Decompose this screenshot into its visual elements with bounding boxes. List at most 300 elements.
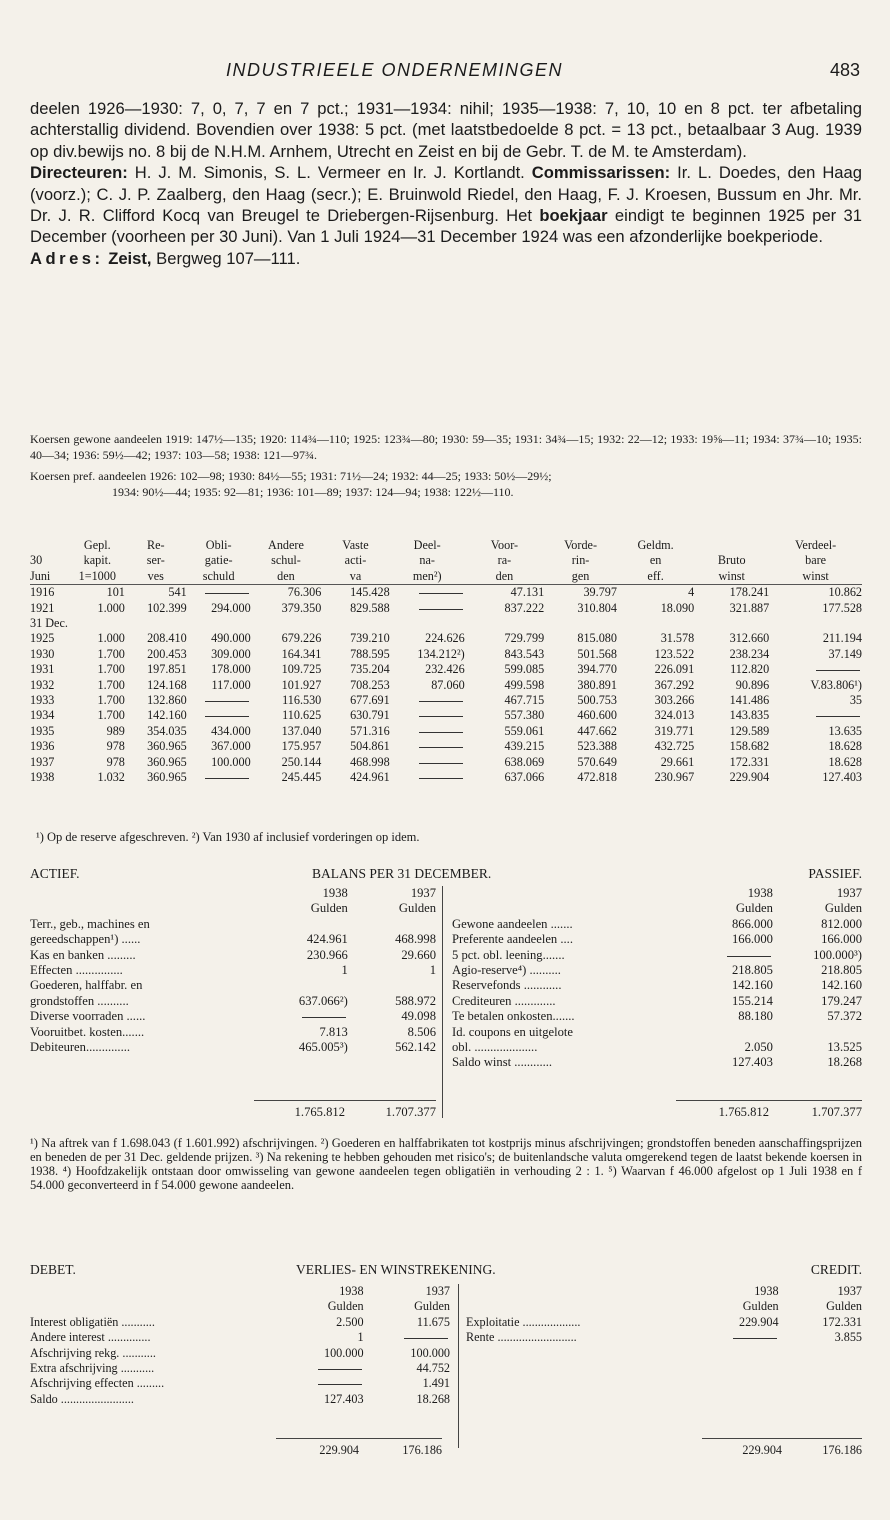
passiva-value-1938: 218.805 <box>732 963 773 978</box>
passiva-label: Id. coupons en uitgelote <box>452 1024 574 1039</box>
boekjaar-label: boekjaar <box>539 206 608 226</box>
passiva-value-1938 <box>684 1025 773 1040</box>
dividend-paragraph <box>30 98 862 162</box>
table-cell <box>390 770 465 785</box>
pnl-divider <box>458 1284 459 1448</box>
passiva-label: Crediteuren ............. <box>452 993 556 1008</box>
debet-total-1938: 229.904 <box>276 1439 359 1459</box>
adres-label: Adres: <box>30 248 104 268</box>
credit-row <box>466 1315 862 1330</box>
passiva-value-1937: 13.525 <box>827 1040 862 1055</box>
address-line <box>30 248 862 269</box>
table-cell: 424.961 <box>350 770 390 785</box>
debet-row <box>30 1392 450 1407</box>
table-cell: 504.861 <box>350 739 390 754</box>
table-cell: 468.998 <box>350 754 390 769</box>
dash-mark <box>302 1017 346 1018</box>
table-cell: 472.818 <box>577 770 617 785</box>
actief-label: ACTIEF. <box>30 866 80 881</box>
activa-value-1938: 424.961 <box>306 932 348 947</box>
table-cell: 10.862 <box>828 585 862 600</box>
activa-row <box>30 978 436 993</box>
table-cell: 101.927 <box>281 677 322 692</box>
passiva-value-1937: 18.268 <box>827 1055 862 1070</box>
column-header: schuld <box>187 569 251 585</box>
financial-history-table <box>30 538 862 786</box>
column-header: den <box>251 569 322 585</box>
table-cell: 735.204 <box>350 662 390 677</box>
credit-year-1938: 1938 <box>754 1284 779 1298</box>
column-header <box>30 538 70 553</box>
column-header: Juni <box>30 569 70 585</box>
column-header <box>694 538 769 553</box>
table-cell <box>694 616 769 631</box>
table-cell: 989 <box>106 723 125 738</box>
table-cell: 500.753 <box>577 693 617 708</box>
table-cell: 1.000 <box>97 631 125 646</box>
table-cell: 18.628 <box>828 754 862 769</box>
credit-total-1938: 229.904 <box>702 1439 782 1459</box>
header-row <box>30 538 862 553</box>
adres-city: Zeist, <box>108 248 152 268</box>
table-cell: 132.860 <box>147 693 187 708</box>
activa-total-1937: 1.707.377 <box>345 1101 436 1121</box>
passiva-row <box>452 932 862 947</box>
koersen-gewone: Koersen gewone aandeelen 1919: 147½—135; 1920: 114¾—110; 1925: 123¾—80; 1930: 59—35; 1931: 34¾—15; 1932: 22—12; 1933: 19⅝—11; 1934: 37¾—10; 1935: 40—34; 1936: 59½—42; 1937: 103—58; 1938: 121—97¾. <box>30 432 862 462</box>
table-row <box>30 724 862 739</box>
table-cell: 35 <box>849 693 862 708</box>
column-header: Bruto <box>717 553 746 568</box>
table-row <box>30 585 862 601</box>
table-cell: 197.851 <box>147 662 187 677</box>
table-cell <box>465 616 544 631</box>
debet-year-1938: 1938 <box>339 1284 364 1298</box>
header-row <box>30 553 862 568</box>
table-cell: 100.000 <box>211 754 251 769</box>
passiva-value-1938: 127.403 <box>732 1055 773 1070</box>
debet-value-1938: 127.403 <box>323 1391 364 1406</box>
dash-mark <box>816 670 860 671</box>
table-row <box>30 708 862 723</box>
activa-label: Terr., geb., machines en <box>30 916 150 931</box>
table-cell: 172.331 <box>729 754 770 769</box>
column-header: kapit. <box>83 553 112 568</box>
table-cell: 1.700 <box>97 693 125 708</box>
table-cell: 309.000 <box>211 646 251 661</box>
table-cell: 559.061 <box>504 723 545 738</box>
row-year: 1937 <box>30 754 55 769</box>
table-cell: 39.797 <box>583 585 617 600</box>
table-cell: 312.660 <box>729 631 770 646</box>
activa-value-1937 <box>348 917 436 932</box>
column-header: bare <box>805 553 827 568</box>
column-header: 30 <box>30 553 43 568</box>
credit-unit-1: Gulden <box>742 1299 779 1314</box>
table-cell: 177.528 <box>822 600 862 615</box>
table-cell: 245.445 <box>281 770 322 785</box>
table-cell: 360.965 <box>147 754 187 769</box>
passiva-row <box>452 948 862 963</box>
passiva-row <box>452 917 862 932</box>
table-cell <box>390 708 465 723</box>
table-cell <box>390 755 465 770</box>
dash-mark <box>205 593 249 594</box>
activa-total-1938: 1.765.812 <box>254 1101 345 1121</box>
credit-label: CREDIT. <box>810 1262 862 1277</box>
row-year: 31 Dec. <box>30 616 68 631</box>
table-cell <box>390 739 465 754</box>
dash-mark <box>816 716 860 717</box>
table-cell: 13.635 <box>828 723 862 738</box>
table-cell: 541 <box>168 585 187 600</box>
debet-label: Afschrijving rekg. ........... <box>30 1345 156 1360</box>
table-cell <box>187 585 251 601</box>
passiva-value-1938 <box>684 948 773 963</box>
activa-value-1938: 230.966 <box>306 947 348 962</box>
table-cell <box>251 616 322 631</box>
table-cell: 599.085 <box>504 662 545 677</box>
dividend-text: deelen 1926—1930: 7, 0, 7, 7 en 7 pct.; 1931—1934: nihil; 1935—1938: 7, 10, 10 en 8 pct. ter afbetaling achterstallig dividend. Bovendien over 1938: 5 pct. (met laatstbedoelde 8 pct. = 13 pct., betaalbaar 3 Aug. 1939 op div.bewijs no. 8 bij de N.H.M. Arnhem, Utrecht en Zeist en bij de Gebr. T. de M. te Amsterdam). <box>30 99 862 161</box>
dash-mark <box>318 1384 362 1385</box>
table-row <box>30 647 862 662</box>
activa-label: grondstoffen .......... <box>30 993 129 1008</box>
table-cell: 137.040 <box>281 723 322 738</box>
profit-loss-account <box>30 1284 862 1464</box>
table-cell: 523.388 <box>577 739 617 754</box>
table-cell: 379.350 <box>281 600 322 615</box>
table-cell: 112.820 <box>730 662 770 677</box>
activa-value-1937: 588.972 <box>395 993 436 1008</box>
activa-column <box>30 886 436 1055</box>
debet-row <box>30 1330 450 1345</box>
row-year: 1921 <box>30 600 55 615</box>
table-cell <box>390 601 465 616</box>
dash-mark <box>205 701 249 702</box>
row-year: 1935 <box>30 723 55 738</box>
table-cell: 178.241 <box>729 585 770 600</box>
debet-unit-2: Gulden <box>414 1299 450 1314</box>
credit-row <box>466 1330 862 1345</box>
table-cell: 117.000 <box>211 677 251 692</box>
table-cell: 141.486 <box>729 693 770 708</box>
dash-mark <box>404 1338 448 1339</box>
table-cell: 837.222 <box>504 600 545 615</box>
column-header: gen <box>544 569 617 585</box>
activa-row <box>30 1025 436 1040</box>
dash-mark <box>419 778 463 779</box>
table-cell: 434.000 <box>211 723 251 738</box>
activa-value-1938: 637.066²) <box>298 993 348 1008</box>
table-cell: 1.032 <box>97 770 125 785</box>
table-cell: 164.341 <box>281 646 322 661</box>
debet-row <box>30 1346 450 1361</box>
table-cell <box>769 616 862 631</box>
table-cell: 360.965 <box>147 770 187 785</box>
table-cell: 490.000 <box>211 631 251 646</box>
passiva-label: obl. .................... <box>452 1040 538 1055</box>
table-cell: 238.234 <box>729 646 770 661</box>
passiva-column <box>452 886 862 1071</box>
activa-row <box>30 1009 436 1024</box>
table-cell: 127.403 <box>822 770 862 785</box>
row-year: 1938 <box>30 770 55 785</box>
row-year: 1934 <box>30 708 55 723</box>
table-cell: 679.226 <box>281 631 322 646</box>
table-row <box>30 755 862 770</box>
table-cell: 1.000 <box>97 600 125 615</box>
activa-value-1938: 1 <box>341 963 348 978</box>
table-cell: 557.380 <box>504 708 545 723</box>
passiva-year-1938: 1938 <box>747 886 773 900</box>
passief-label: PASSIEF. <box>808 866 862 881</box>
table-cell: 123.522 <box>654 646 695 661</box>
activa-value-1937: 29.660 <box>401 947 436 962</box>
table-cell: 788.595 <box>350 646 390 661</box>
passiva-unit-1: Gulden <box>735 901 773 916</box>
table-cell: 571.316 <box>350 723 390 738</box>
column-header: en <box>649 553 662 568</box>
passiva-value-1937 <box>773 1025 862 1040</box>
passiva-label: Te betalen onkosten....... <box>452 1009 575 1024</box>
debet-label: Interest obligatiën ........... <box>30 1314 155 1329</box>
table-cell <box>617 616 694 631</box>
column-header: Re- <box>146 538 165 552</box>
table-cell: 367.000 <box>211 739 251 754</box>
passiva-row <box>452 978 862 993</box>
table-cell: 232.426 <box>425 662 465 677</box>
row-year: 1933 <box>30 693 55 708</box>
activa-row <box>30 994 436 1009</box>
table-cell: 18.628 <box>828 739 862 754</box>
table-cell: 978 <box>106 754 125 769</box>
debet-value-1937: 18.268 <box>416 1391 450 1406</box>
table-cell: 142.160 <box>147 708 187 723</box>
passiva-value-1938: 88.180 <box>738 1009 773 1024</box>
column-header: Gepl. <box>83 538 111 552</box>
column-header: Voor- <box>490 538 519 552</box>
passiva-value-1937: 812.000 <box>821 916 862 931</box>
passiva-label: Gewone aandeelen ....... <box>452 916 573 931</box>
table-cell: 294.000 <box>211 600 251 615</box>
table-cell: 447.662 <box>577 723 617 738</box>
table-row <box>30 739 862 754</box>
column-header: Verdeel- <box>794 538 837 552</box>
credit-label: Rente .......................... <box>466 1330 577 1345</box>
passiva-row <box>452 1055 862 1070</box>
table-cell: 230.967 <box>654 770 695 785</box>
boekjaar-text: eindigt te beginnen 1925 per 31 December (voorheen per 30 Juni). Van 1 Juli 1924—31 December 1924 was een afzonderlijke boekperiode. <box>30 206 862 247</box>
table-cell: 360.965 <box>147 739 187 754</box>
share-prices <box>30 432 862 500</box>
column-header: 1=1000 <box>70 569 125 585</box>
dash-mark <box>419 732 463 733</box>
passiva-value-1938: 142.160 <box>732 978 773 993</box>
header-row <box>30 569 862 585</box>
table-cell: 501.568 <box>577 646 617 661</box>
passiva-row <box>452 963 862 978</box>
passiva-value-1937: 179.247 <box>821 993 862 1008</box>
table-cell <box>390 724 465 739</box>
activa-label: Goederen, halffabr. en <box>30 978 143 993</box>
passiva-total-1938: 1.765.812 <box>676 1101 769 1121</box>
pnl-title: VERLIES- EN WINSTREKENING. <box>296 1262 496 1277</box>
debet-label: Afschrijving effecten ......... <box>30 1376 165 1391</box>
activa-label: gereedschappen¹) ...... <box>30 932 141 947</box>
table-cell: 677.691 <box>350 693 390 708</box>
activa-unit-1: Gulden <box>310 901 348 916</box>
passiva-unit-2: Gulden <box>824 901 862 916</box>
table-row <box>30 662 862 677</box>
passiva-value-1937: 218.805 <box>821 963 862 978</box>
activa-row <box>30 932 436 947</box>
table-cell: 158.682 <box>729 739 770 754</box>
activa-value-1937: 468.998 <box>395 932 436 947</box>
table-cell: 143.835 <box>729 708 770 723</box>
table-cell: 29.661 <box>660 754 695 769</box>
dash-mark <box>205 778 249 779</box>
activa-year-1938: 1938 <box>322 886 348 900</box>
table-cell: 250.144 <box>281 754 322 769</box>
dash-mark <box>419 716 463 717</box>
passiva-value-1938: 2.050 <box>744 1040 773 1055</box>
debet-label: Extra afschrijving ........... <box>30 1361 155 1376</box>
passiva-label: Saldo winst ............ <box>452 1055 553 1070</box>
table-cell: 18.090 <box>660 600 695 615</box>
table-cell: 116.530 <box>282 693 322 708</box>
table-cell: 102.399 <box>147 600 187 615</box>
table-cell: 1.700 <box>97 646 125 661</box>
column-header: ves <box>125 569 187 585</box>
passiva-label: Reservefonds ............ <box>452 978 562 993</box>
row-year: 1930 <box>30 646 55 661</box>
table-cell <box>544 616 617 631</box>
table-cell: 226.091 <box>654 662 695 677</box>
debet-unit-1: Gulden <box>327 1299 364 1314</box>
column-header: winst <box>769 569 862 585</box>
table-cell: V.83.806¹) <box>810 677 862 692</box>
table-cell: 319.771 <box>654 723 695 738</box>
table-cell <box>390 616 465 631</box>
table-cell: 439.215 <box>504 739 545 754</box>
balance-footnotes: ¹) Na aftrek van f 1.698.043 (f 1.601.992) afschrijvingen. ²) Goederen en halffabrikaten tot kostprijs minus afschrijvingen; grondstoffen beneden aanschaffingsprijzen en beneden de per 31 Dec. geldende prijzen. ³) Na rekening te hebben gehouden met risico's; de buitenlandsche valuta omgerekend tegen de laatst bekende koersen in 1938. ⁴) Hoofdzakelijk ontstaan door omwisseling van gewone aandeelen tegen obligatiën in verhouding 2 : 1. ⁵) Waarvan f 46.000 afgelost op 1 Juli 1938 en f 54.000 geconverteerd in f 54.000 gewone aandeelen. <box>30 1136 862 1192</box>
table-cell: 101 <box>106 585 125 600</box>
table-cell: 432.725 <box>654 739 695 754</box>
table-cell <box>390 693 465 708</box>
credit-unit-2: Gulden <box>826 1299 862 1314</box>
table-row <box>30 631 862 646</box>
passiva-label: Agio-reserve⁴) .......... <box>452 963 561 978</box>
table-cell: 978 <box>106 739 125 754</box>
debet-value-1937: 44.752 <box>416 1361 450 1376</box>
activa-value-1937: 1 <box>429 963 436 978</box>
row-year: 1931 <box>30 662 55 677</box>
table-cell: 303.266 <box>654 693 695 708</box>
balance-title: BALANS PER 31 DECEMBER. <box>312 866 492 881</box>
table-cell: 124.168 <box>147 677 187 692</box>
column-header: Vorde- <box>564 538 598 552</box>
directeuren-label: Directeuren: <box>30 163 128 183</box>
activa-year-1937: 1937 <box>410 886 436 900</box>
activa-row <box>30 948 436 963</box>
dash-mark <box>419 593 463 594</box>
table-cell: 324.013 <box>654 708 695 723</box>
credit-value-1937: 172.331 <box>822 1314 862 1329</box>
debet-value-1938 <box>277 1361 363 1376</box>
debet-value-1938 <box>277 1376 363 1391</box>
activa-value-1938: 465.005³) <box>298 1040 348 1055</box>
table-cell: 815.080 <box>577 631 617 646</box>
column-header: va <box>321 569 389 585</box>
table-row <box>30 693 862 708</box>
passiva-value-1937: 57.372 <box>827 1009 862 1024</box>
table-cell: 145.428 <box>350 585 390 600</box>
table-cell: 1.700 <box>97 708 125 723</box>
table-cell <box>769 662 862 677</box>
row-year: 1936 <box>30 739 55 754</box>
passiva-row <box>452 1009 862 1024</box>
dash-mark <box>419 701 463 702</box>
table-cell: 87.060 <box>431 677 465 692</box>
page-number: 483 <box>829 60 860 80</box>
passiva-total-1937: 1.707.377 <box>769 1101 862 1121</box>
table-cell <box>125 616 187 631</box>
debet-year-1937: 1937 <box>425 1284 450 1298</box>
activa-value-1937: 562.142 <box>395 1040 436 1055</box>
table-cell: 208.410 <box>147 631 187 646</box>
table-cell: 630.791 <box>350 708 390 723</box>
table-cell: 843.543 <box>504 646 545 661</box>
activa-label: Effecten ............... <box>30 963 123 978</box>
activa-value-1937: 49.098 <box>401 1009 436 1024</box>
table-cell: 729.799 <box>504 631 545 646</box>
table-cell: 354.035 <box>147 723 187 738</box>
debet-total-1937: 176.186 <box>359 1439 442 1459</box>
passiva-row <box>452 1040 862 1055</box>
koersen-pref-a: Koersen pref. aandeelen 1926: 102—98; 1930: 84½—55; 1931: 71½—24; 1932: 44—25; 1933: 50½—29½; <box>30 469 552 483</box>
column-header: acti- <box>344 553 367 568</box>
table-cell: 499.598 <box>504 677 545 692</box>
activa-value-1937 <box>348 978 436 993</box>
running-title: INDUSTRIEELE ONDERNEMINGEN <box>226 60 564 80</box>
passiva-label: Preferente aandeelen .... <box>452 932 573 947</box>
column-header: rin- <box>571 553 590 568</box>
debet-value-1938: 2.500 <box>336 1314 364 1329</box>
table-cell: 224.626 <box>425 631 465 646</box>
table-row <box>30 770 862 785</box>
table-cell: 739.210 <box>350 631 390 646</box>
activa-value-1937: 8.506 <box>407 1024 436 1039</box>
dash-mark <box>205 716 249 717</box>
table-cell: 134.212²) <box>417 646 465 661</box>
column-header: Andere <box>268 538 304 552</box>
activa-value-1938: 7.813 <box>319 1024 348 1039</box>
table-row <box>30 616 862 631</box>
credit-value-1938 <box>695 1330 778 1345</box>
dash-mark <box>733 1338 777 1339</box>
row-year: 1932 <box>30 677 55 692</box>
credit-value-1938: 229.904 <box>738 1314 779 1329</box>
activa-label: Diverse voorraden ...... <box>30 1009 146 1024</box>
dash-mark <box>419 747 463 748</box>
debet-label: Andere interest .............. <box>30 1330 151 1345</box>
passiva-value-1937: 142.160 <box>821 978 862 993</box>
koersen-pref <box>30 469 862 500</box>
table-cell: 829.588 <box>350 600 390 615</box>
adres-street: Bergweg 107—111. <box>151 248 301 268</box>
koersen-pref-b: 1934: 90½—44; 1935: 92—81; 1936: 101—89; 1937: 124—94; 1938: 122½—110. <box>112 484 514 499</box>
column-header: den <box>465 569 544 585</box>
table-row <box>30 678 862 693</box>
